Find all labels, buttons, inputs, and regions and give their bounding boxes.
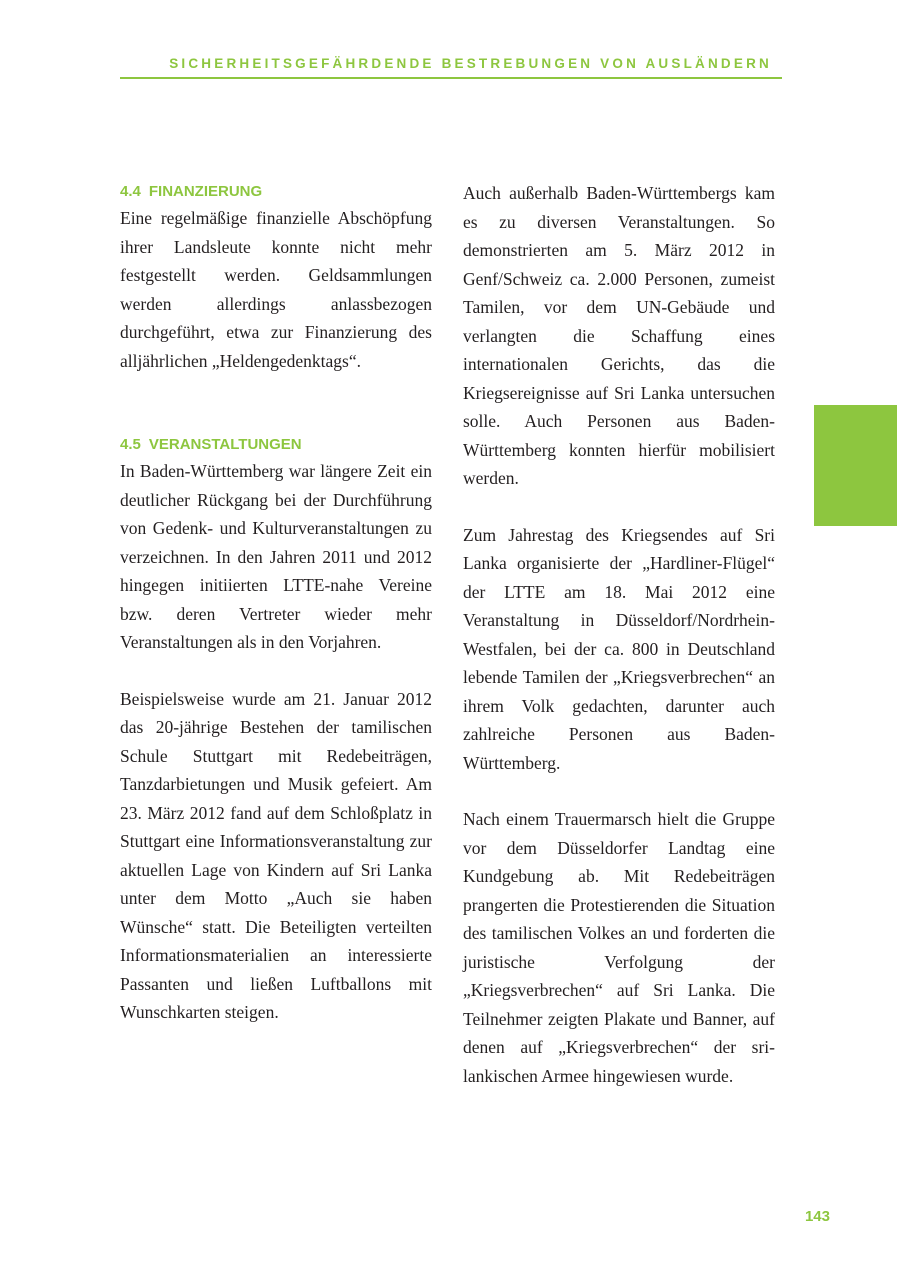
section-title: VERANSTALTUNGEN [148, 436, 302, 453]
paragraph-genf: Auch außerhalb Baden-Württembergs kam es zu diversen Veranstaltungen. So demonstrierten am 5. März 2012 in Genf/Schweiz ca. 2.000 Personen, zumeist Tamilen, vor dem UN-Gebäude und verlangten die Schaffung eines internationalen Gerichts, das die Kriegsereignisse auf Sri Lanka untersuchen solle. Auch Personen aus Baden-Württemberg konnten hierfür mobilisiert werden. [463, 183, 775, 488]
paragraph-stuttgart-events: Beispielsweise wurde am 21. Januar 2012 das 20-jährige Bestehen der tamilischen Schule Stuttgart mit Redebeiträgen, Tanzdarbietungen und Musik gefeiert. Am 23. März 2012 fand auf dem Schloßplatz in Stuttgart eine Informationsveranstaltung zur aktuellen Lage von Kindern auf Sri Lanka unter dem Motto „Auch sie haben Wünsche“ statt. Die Beteiligten verteilten Informationsmaterialien an interessierte Passanten und ließen Luftballons mit Wunschkarten steigen. [120, 688, 432, 1022]
left-column [120, 179, 432, 1027]
paragraph-trauermarsch: Nach einem Trauermarsch hielt die Gruppe vor dem Düsseldorfer Landtag eine Kundgebung ab. Mit Redebeiträgen prangerten die Protestierenden die Situation des tamilischen Volkes an und forderten die juristische Verfolgung der „Kriegsverbrechen“ auf Sri Lanka. Die Teilnehmer zeigten Plakate und Banner, auf denen auf „Kriegsverbrechen“ der sri-lankischen Armee hingewiesen wurde. [463, 809, 775, 1086]
right-column [463, 179, 775, 1090]
paragraph-duesseldorf: Zum Jahrestag des Kriegsendes auf Sri Lanka organisierte der „Hardliner-Flügel“ der LTTE am 18. Mai 2012 eine Veranstaltung in Düsseldorf/Nordrhein-Westfalen, bei der ca. 800 in Deutschland lebende Tamilen der „Kriegsverbrechen“ an ihrem Volk gedachten, darunter auch zahlreiche Personen aus Baden-Württemberg. [463, 524, 775, 773]
paragraph-finanzierung: Eine regelmäßige finanzielle Abschöpfung ihrer Landsleute konnte nicht mehr festgestellt werden. Geldsammlungen werden allerdings anlassbezogen durchgeführt, etwa zur Finanzierung des alljährlichen „Heldengedenktags“. [120, 208, 432, 371]
running-header: SICHERHEITSGEFÄHRDENDE BESTREBUNGEN VON AUSLÄNDERN [169, 56, 772, 71]
section-heading-veranstaltungen [120, 432, 432, 457]
paragraph-rueckgang: In Baden-Württemberg war längere Zeit ein deutlicher Rückgang bei der Durchführung von Gedenk- und Kulturveranstaltungen zu verzeichnen. In den Jahren 2011 und 2012 hingegen initiierten LTTE-nahe Vereine bzw. deren Vertreter wieder mehr Veranstaltungen als in den Vorjahren. [120, 461, 432, 652]
section-number: 4.4 [120, 183, 141, 200]
section-heading-finanzierung [120, 179, 432, 204]
section-title: FINANZIERUNG [148, 183, 263, 200]
header-rule [120, 77, 782, 79]
page-number: 143 [804, 1208, 830, 1225]
chapter-thumb-tab [814, 405, 897, 526]
section-number: 4.5 [120, 436, 141, 453]
